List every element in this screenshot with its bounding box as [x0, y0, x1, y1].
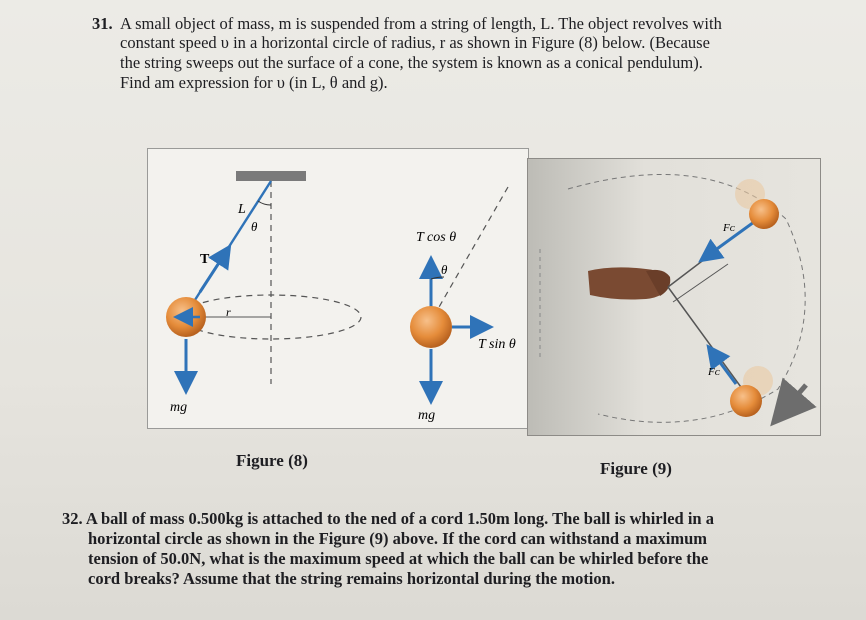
label-angle-right: θ [441, 262, 448, 277]
label-weight-right: mg [418, 408, 436, 423]
problem-31-number: 31. [92, 14, 113, 33]
ball-right [410, 306, 452, 348]
label-radius: r [226, 305, 231, 319]
angle-arc [258, 201, 271, 205]
label-tsin: T sin θ [478, 337, 516, 352]
problem-32-line-4: cord breaks? Assume that the string remains horizontal during the motion. [88, 569, 615, 588]
problem-31-line-1: A small object of mass, m is suspended from a string of length, L. The object revolves with [120, 14, 722, 33]
label-angle: θ [251, 219, 258, 234]
figure-9-background [528, 159, 820, 435]
figure-9-caption: Figure (9) [600, 459, 672, 478]
ceiling-support [236, 171, 306, 181]
figure-9-diagram [528, 159, 820, 435]
ball-bottom [730, 385, 762, 417]
string-direction-dashed [431, 187, 508, 321]
problem-32-line-2: horizontal circle as shown in the Figure (9) above. If the cord can withstand a maximum [88, 529, 708, 548]
label-length: L [238, 202, 246, 217]
figure-8-caption: Figure (8) [236, 451, 308, 470]
problem-32-line-1: 32. A ball of mass 0.500kg is attached to the ned of a cord 1.50m long. The ball is whirled in a [62, 509, 714, 528]
figure-8-diagram [148, 149, 528, 428]
problem-31-line-2: constant speed υ in a horizontal circle of radius, r as shown in Figure (8) below. (Because [120, 33, 710, 52]
figure-8-conical-pendulum [147, 148, 529, 429]
figure-9-horizontal-whirl [527, 158, 821, 436]
label-force-top: Fᴄ [723, 222, 735, 234]
ball-top [749, 199, 779, 229]
angle-arc-right [431, 277, 444, 279]
label-force-bottom: Fᴄ [708, 366, 720, 378]
label-tension: T [200, 252, 210, 267]
label-tcos: T cos θ [416, 230, 457, 245]
problem-31-line-3: the string sweeps out the surface of a cone, the system is known as a conical pendulum). [120, 53, 703, 72]
problem-31-line-4: Find am expression for υ (in L, θ and g). [120, 73, 388, 92]
problem-32-line-3: tension of 50.0N, what is the maximum speed at which the ball can be whirled before the [88, 549, 709, 568]
label-weight-left: mg [170, 400, 188, 415]
